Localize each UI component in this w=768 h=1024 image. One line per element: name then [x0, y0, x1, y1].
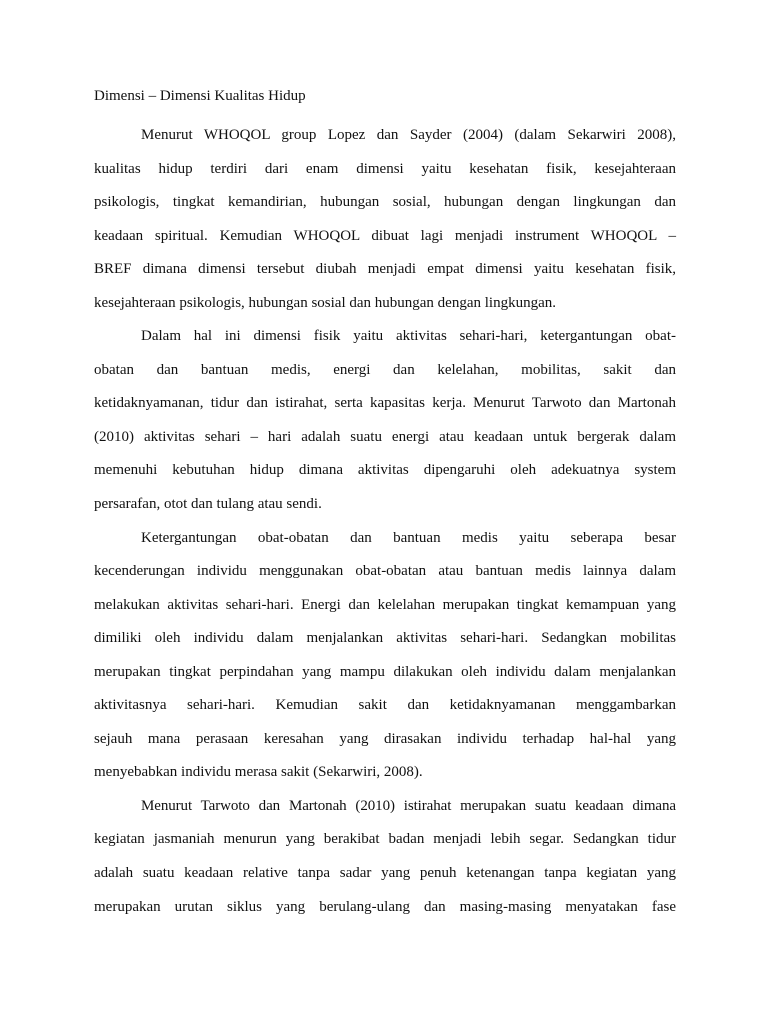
- text-line: psikologis, tingkat kemandirian, hubungan sosial, hubungan dengan lingkungan dan: [94, 194, 676, 211]
- text-line: merupakan tingkat perpindahan yang mampu dilakukan oleh individu dalam menjalankan: [94, 663, 676, 680]
- text-line: melakukan aktivitas sehari-hari. Energi dan kelelahan merupakan tingkat kemampuan yang: [94, 596, 676, 613]
- text-line: menyebabkan individu merasa sakit (Sekarwiri, 2008).: [94, 764, 423, 781]
- text-line: kualitas hidup terdiri dari enam dimensi yaitu kesehatan fisik, kesejahteraan: [94, 160, 676, 177]
- text-line: keadaan spiritual. Kemudian WHOQOL dibuat lagi menjadi instrument WHOQOL –: [94, 227, 676, 244]
- text-line: aktivitasnya sehari-hari. Kemudian sakit dan ketidaknyamanan menggambarkan: [94, 697, 676, 714]
- text-line: Menurut Tarwoto dan Martonah (2010) istirahat merupakan suatu keadaan dimana: [141, 797, 676, 814]
- text-line: sejauh mana perasaan keresahan yang dirasakan individu terhadap hal-hal yang: [94, 730, 676, 747]
- text-line: dimiliki oleh individu dalam menjalankan aktivitas sehari-hari. Sedangkan mobilitas: [94, 630, 676, 647]
- text-line: (2010) aktivitas sehari – hari adalah suatu energi atau keadaan untuk bergerak dalam: [94, 428, 676, 445]
- text-line: kegiatan jasmaniah menurun yang berakibat badan menjadi lebih segar. Sedangkan tidur: [94, 831, 676, 848]
- text-line: BREF dimana dimensi tersebut diubah menjadi empat dimensi yaitu kesehatan fisik,: [94, 261, 676, 278]
- text-line: merupakan urutan siklus yang berulang-ulang dan masing-masing menyatakan fase: [94, 898, 676, 915]
- text-line: memenuhi kebutuhan hidup dimana aktivitas dipengaruhi oleh adekuatnya system: [94, 462, 676, 479]
- text-line: Ketergantungan obat-obatan dan bantuan medis yaitu seberapa besar: [141, 529, 676, 546]
- text-line: persarafan, otot dan tulang atau sendi.: [94, 496, 322, 513]
- body-text: [94, 119, 676, 924]
- text-line: adalah suatu keadaan relative tanpa sadar yang penuh ketenangan tanpa kegiatan yang: [94, 865, 676, 882]
- text-line: kecenderungan individu menggunakan obat-obatan atau bantuan medis lainnya dalam: [94, 563, 676, 580]
- text-line: kesejahteraan psikologis, hubungan sosial dan hubungan dengan lingkungan.: [94, 294, 556, 311]
- text-line: ketidaknyamanan, tidur dan istirahat, serta kapasitas kerja. Menurut Tarwoto dan Martonah: [94, 395, 676, 412]
- text-line: Dalam hal ini dimensi fisik yaitu aktivitas sehari-hari, ketergantungan obat-: [141, 328, 676, 345]
- text-line: Menurut WHOQOL group Lopez dan Sayder (2004) (dalam Sekarwiri 2008),: [141, 127, 676, 143]
- section-heading: Dimensi – Dimensi Kualitas Hidup: [94, 88, 306, 104]
- text-line: obatan dan bantuan medis, energi dan kelelahan, mobilitas, sakit dan: [94, 361, 676, 378]
